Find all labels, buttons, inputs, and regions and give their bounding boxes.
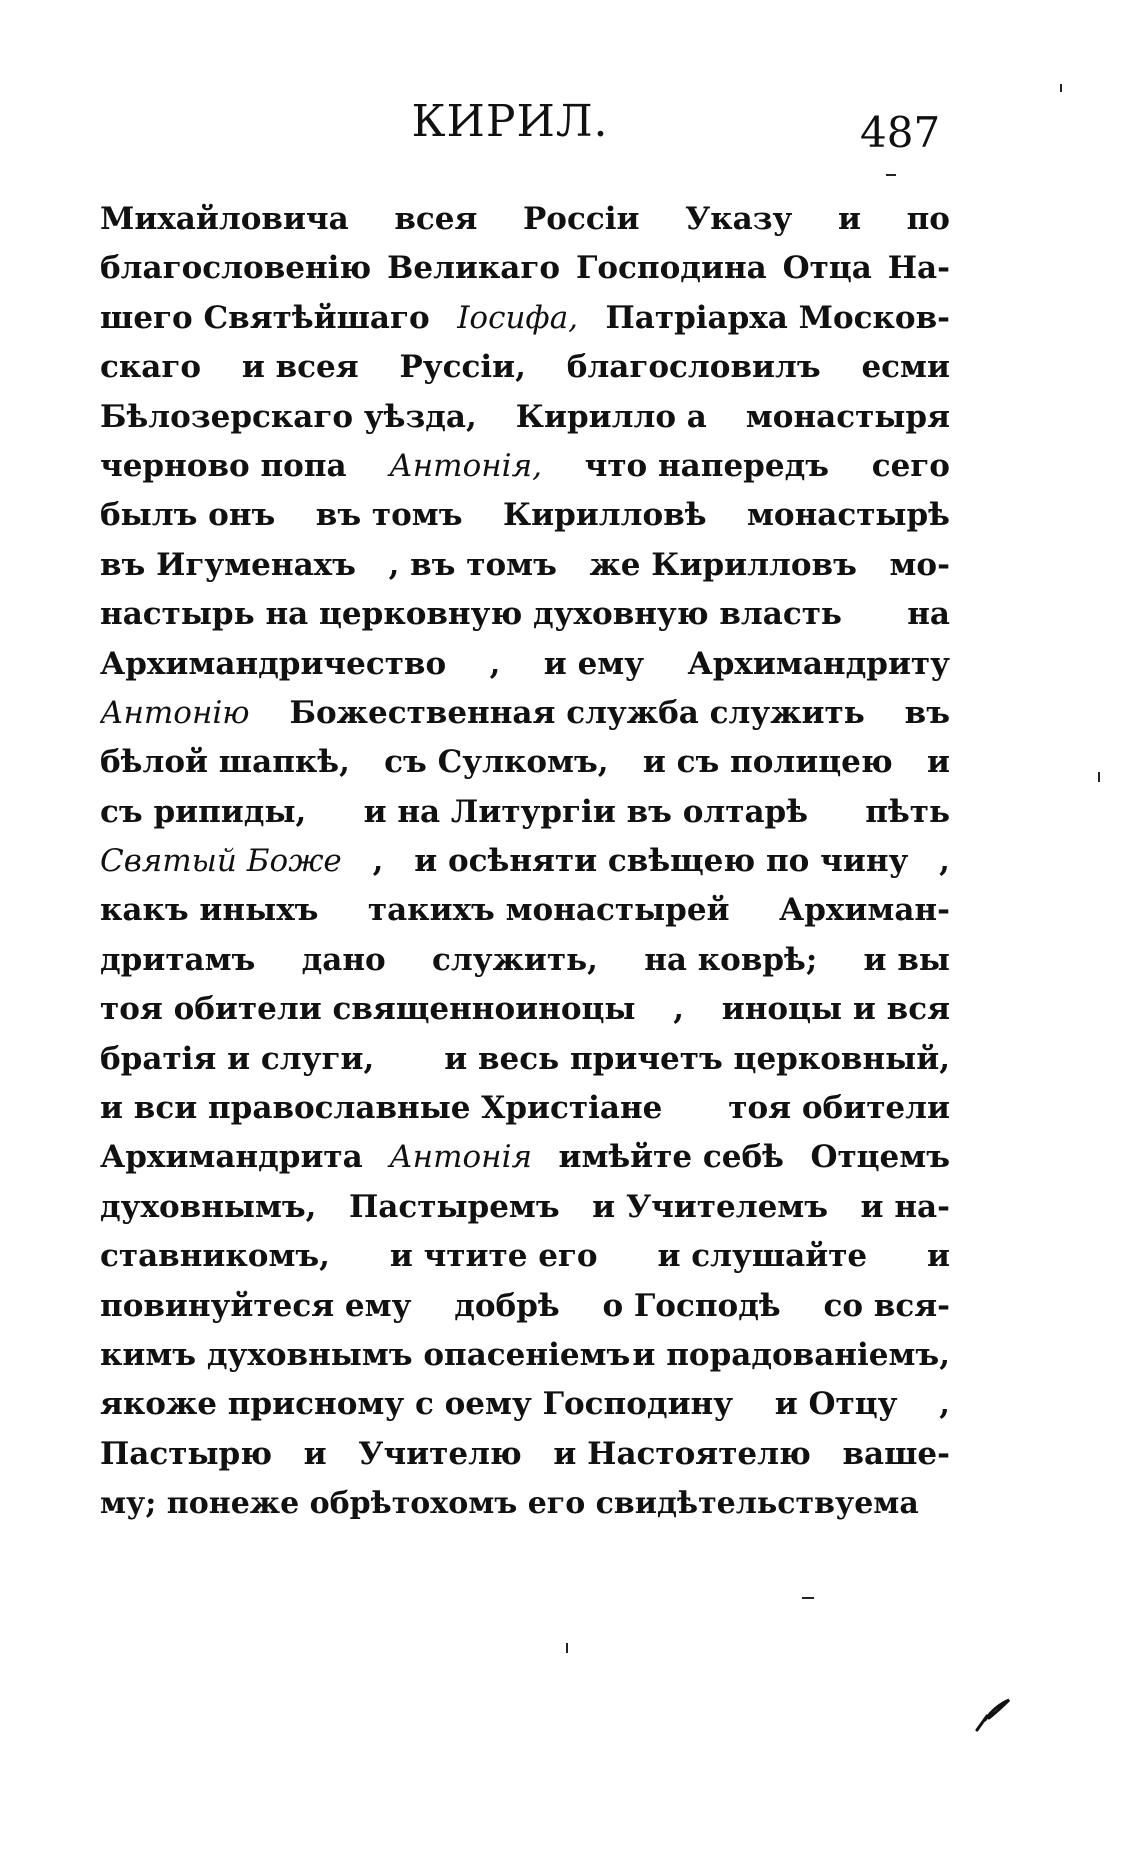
text-line: [100, 1133, 950, 1182]
word: и: [303, 1435, 327, 1472]
word: есми: [861, 349, 950, 386]
word: шего Святѣйшаго: [100, 299, 430, 336]
word: ,: [489, 645, 501, 682]
scan-speck: [802, 1597, 814, 1599]
word: бѣлой шапкѣ,: [100, 744, 350, 781]
word: Великаго: [387, 250, 561, 287]
text-line: [100, 738, 950, 787]
italic-name: Антонія: [389, 1139, 533, 1176]
text-line: [100, 491, 950, 540]
word: и: [927, 1238, 950, 1275]
word: какъ иныхъ: [100, 892, 319, 929]
running-title: КИРИЛ.: [411, 96, 609, 147]
word: служить,: [432, 941, 598, 978]
scan-speck: [886, 174, 896, 176]
text-line: [100, 1479, 950, 1528]
word: Пастырю: [100, 1435, 272, 1472]
word: Бѣлозерскаго уѣзда,: [100, 398, 477, 435]
word: ,: [372, 843, 384, 880]
scan-speck: [1098, 772, 1100, 782]
word: духовнымъ,: [100, 1188, 317, 1225]
word: Архимандриту: [687, 645, 950, 682]
word: дритамъ: [100, 941, 256, 978]
word: му; понеже обрѣтохомъ его свидѣтельствуема: [100, 1486, 919, 1522]
word: и Отцу: [774, 1386, 898, 1423]
word: Патріарха Москов-: [605, 299, 950, 336]
italic-phrase: Святый Боже: [100, 843, 342, 880]
word: такихъ монастырей: [367, 892, 730, 929]
word: съ Сулкомъ,: [384, 744, 609, 781]
word: повинуйтеся ему: [100, 1287, 412, 1324]
word: что напередъ: [584, 447, 830, 484]
word: Россіи: [522, 201, 640, 237]
word: и вси православные Христіане: [100, 1090, 663, 1127]
word: сего: [871, 447, 950, 484]
text-line: [100, 1183, 950, 1232]
word: ставникомъ,: [100, 1238, 330, 1275]
italic-name: Антонію: [100, 694, 250, 731]
page-number: 487: [860, 108, 941, 157]
word: добрѣ: [454, 1287, 560, 1324]
word: по: [906, 201, 950, 237]
scan-speck: [1060, 84, 1062, 92]
word: и осѣняти свѣщею по чину: [414, 843, 909, 880]
text-line: [100, 1380, 950, 1429]
word: ,: [939, 843, 950, 880]
word: о Господѣ: [602, 1287, 781, 1324]
text-line: [100, 1430, 950, 1479]
text-line: [100, 936, 950, 985]
word: монастырѣ: [746, 497, 950, 534]
text-line: [100, 590, 950, 639]
word: всея: [394, 201, 478, 237]
word: мо-: [889, 546, 950, 583]
word: Божественная служба служить: [289, 694, 865, 731]
word: Учителю: [358, 1435, 522, 1472]
word: со вся-: [823, 1287, 950, 1324]
text-line: [100, 1331, 950, 1380]
italic-name: Антонія,: [389, 447, 542, 484]
word: и вы: [863, 941, 950, 978]
word: кимъ духовнымъ опасеніемъ: [100, 1336, 631, 1373]
word: и слушайте: [657, 1238, 868, 1275]
word: Отца: [782, 250, 872, 287]
text-line: [100, 1035, 950, 1084]
text-line: [100, 343, 950, 392]
word: благословилъ: [566, 349, 821, 386]
word: въ Игуменахъ: [100, 546, 356, 583]
word: благословенію: [100, 250, 372, 287]
word: Отцемъ: [810, 1139, 950, 1176]
word: черново попа: [100, 447, 347, 484]
word: былъ онъ: [100, 497, 276, 534]
text-line: [100, 689, 950, 738]
word: съ рипиды,: [100, 793, 307, 830]
word: и на-: [860, 1188, 950, 1225]
text-line: [100, 442, 950, 491]
word: якоже присному с оему Господину: [100, 1386, 734, 1423]
word: ваше-: [842, 1435, 950, 1472]
word: ,: [673, 991, 685, 1028]
word: въ: [904, 694, 950, 731]
text-line: [100, 393, 950, 442]
text-line: [100, 640, 950, 689]
word: Руссіи,: [399, 349, 526, 386]
word: скаго: [100, 349, 202, 386]
text-line: [100, 244, 950, 293]
word: же Кирилловъ: [589, 546, 857, 583]
word: и чтите его: [389, 1238, 598, 1275]
text-line: [100, 788, 950, 837]
text-line: [100, 837, 950, 886]
word: Архимандрита: [100, 1139, 363, 1176]
word: настырь на церковную духовную власть: [100, 596, 842, 633]
word: Архиман-: [779, 892, 950, 929]
word: и: [837, 201, 861, 237]
word: , въ томъ: [388, 546, 557, 583]
word: Указу: [685, 201, 793, 237]
word: и на Литургіи въ олтарѣ: [363, 793, 809, 830]
word: иноцы и вся: [721, 991, 950, 1028]
word: на коврѣ;: [644, 941, 818, 978]
word: и Настоятелю: [553, 1435, 811, 1472]
word: Архимандричество: [100, 645, 447, 682]
scan-speck: [566, 1643, 568, 1653]
text-line: [100, 294, 950, 343]
text-line: [100, 985, 950, 1034]
word: братія и слуги,: [100, 1040, 375, 1077]
text-line: [100, 195, 950, 244]
word: ,: [939, 1386, 950, 1423]
word: Кирилло а: [515, 398, 707, 435]
word: и съ полицею: [642, 744, 893, 781]
italic-name: Іосифа,: [457, 299, 579, 336]
word: тоя обители: [728, 1090, 950, 1127]
word: тоя обители священноиноцы: [100, 991, 636, 1028]
word: и: [926, 744, 950, 781]
word: На-: [887, 250, 950, 287]
word: Пастыремъ: [349, 1188, 560, 1225]
word: въ томъ: [315, 497, 463, 534]
word: дано: [301, 941, 386, 978]
quill-stroke-mark: [975, 1698, 1011, 1732]
word: Кирилловѣ: [502, 497, 707, 534]
word: и ему: [543, 645, 645, 682]
word: Господина: [575, 250, 767, 287]
text-line: [100, 1084, 950, 1133]
word: имѣйте себѣ: [558, 1139, 784, 1176]
text-line: [100, 1232, 950, 1281]
word: Михайловича: [100, 201, 349, 237]
word: и весь причетъ церковный,: [444, 1040, 950, 1077]
word: пѣть: [865, 793, 950, 830]
text-line: [100, 886, 950, 935]
text-line: [100, 541, 950, 590]
word: на: [907, 596, 950, 633]
body-text: [100, 195, 950, 1529]
text-line: [100, 1282, 950, 1331]
word: и всея: [241, 349, 359, 386]
word: и Учителемъ: [592, 1188, 829, 1225]
word: монастыря: [745, 398, 950, 435]
word: и порадованіемъ,: [632, 1336, 950, 1373]
